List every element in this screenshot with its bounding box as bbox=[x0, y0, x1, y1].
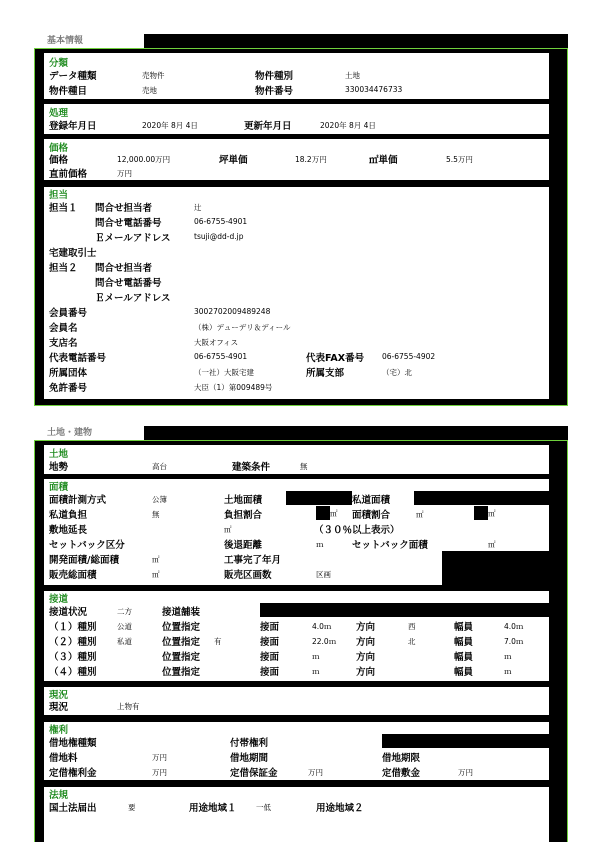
value-org: （一社）大阪宅建 bbox=[194, 368, 254, 377]
label-work-complete: 工事完了年月 bbox=[224, 555, 282, 566]
section-road bbox=[44, 591, 549, 681]
value-road-kind: 私道 bbox=[117, 637, 132, 646]
value-prop-item: 売地 bbox=[142, 86, 157, 95]
label-direction: 方向 bbox=[356, 667, 376, 678]
label-lease-period: 借地期間 bbox=[230, 753, 269, 764]
value-frontage: 4.0ｍ bbox=[312, 622, 332, 631]
label-sqm-price: ㎡単価 bbox=[369, 155, 398, 166]
section-title: 現況 bbox=[49, 690, 69, 701]
unit-sqm: ㎡ bbox=[330, 509, 338, 518]
label-zone1: 用途地域１ bbox=[189, 803, 237, 814]
label-agent1: 担当１ bbox=[49, 203, 78, 214]
value-land-rent: 万円 bbox=[152, 753, 167, 762]
redacted-block bbox=[442, 551, 549, 585]
label-lease-type: 借地権種類 bbox=[49, 738, 97, 749]
redacted-private-road-area bbox=[414, 491, 549, 505]
label-email2: Ｅメールアドレス bbox=[95, 293, 171, 304]
label-road-kind: （４）種別 bbox=[49, 667, 97, 678]
section-title: 法規 bbox=[49, 790, 69, 801]
label-prop-kind: 物件種別 bbox=[255, 71, 294, 82]
value-branch: 大阪オフィス bbox=[194, 338, 239, 347]
section-area bbox=[44, 479, 549, 585]
value-prop-kind: 土地 bbox=[345, 71, 360, 80]
value-designated: 有 bbox=[214, 637, 222, 646]
label-frontage: 接面 bbox=[260, 637, 280, 648]
value-registered: 2020年 8月 4日 bbox=[142, 121, 198, 130]
label-email: Ｅメールアドレス bbox=[95, 233, 171, 244]
label-attached-rights: 付帯権利 bbox=[230, 738, 269, 749]
label-direction: 方向 bbox=[356, 652, 376, 663]
label-branch: 支店名 bbox=[49, 338, 78, 349]
label-org: 所属団体 bbox=[49, 368, 88, 379]
label-tel: 代表電話番号 bbox=[49, 353, 107, 364]
label-notification: 国土法届出 bbox=[49, 803, 97, 814]
value-build-cond: 無 bbox=[300, 462, 308, 471]
label-phone2: 問合せ電話番号 bbox=[95, 278, 162, 289]
value-frontage: ｍ bbox=[312, 652, 320, 661]
section-title: 接道 bbox=[49, 594, 69, 605]
label-org-branch: 所属支部 bbox=[306, 368, 345, 379]
value-frontage: ｍ bbox=[312, 667, 320, 676]
section-kind bbox=[44, 53, 549, 99]
label-updated: 更新年月日 bbox=[244, 121, 292, 132]
value-fixed-fee: 万円 bbox=[152, 768, 167, 777]
label-road-paving: 接道舗装 bbox=[162, 607, 201, 618]
tab-bar bbox=[144, 426, 568, 440]
value-updated: 2020年 8月 4日 bbox=[320, 121, 376, 130]
label-prop-item: 物件種目 bbox=[49, 86, 88, 97]
label-zone2: 用途地域２ bbox=[316, 803, 364, 814]
label-road-width: 幅員 bbox=[454, 637, 474, 648]
label-price: 価格 bbox=[49, 155, 69, 166]
section-agent bbox=[44, 187, 549, 399]
section-land bbox=[44, 445, 549, 474]
value-road-width: 4.0ｍ bbox=[504, 622, 524, 631]
value-tel: 06-6755-4901 bbox=[194, 352, 248, 361]
value-tsubo-price: 18.2万円 bbox=[295, 155, 327, 164]
section-title: 面積 bbox=[49, 482, 69, 493]
label-frontage: 接面 bbox=[260, 622, 280, 633]
label-road-width: 幅員 bbox=[454, 622, 474, 633]
unit-setback-dist: ｍ bbox=[316, 540, 324, 549]
label-burden-ratio: 負担割合 bbox=[224, 510, 263, 521]
section-price bbox=[44, 139, 549, 180]
label-lease-deadline: 借地期限 bbox=[382, 753, 421, 764]
value-org-branch: （宅）北 bbox=[382, 368, 412, 377]
section-title: 価格 bbox=[49, 143, 69, 154]
label-prop-no: 物件番号 bbox=[255, 86, 294, 97]
value-road-status: 二方 bbox=[117, 607, 132, 616]
value-member-no: 3002702009489248 bbox=[194, 307, 271, 316]
section-process bbox=[44, 104, 549, 134]
label-private-burden: 私道負担 bbox=[49, 510, 88, 521]
label-road-width: 幅員 bbox=[454, 652, 474, 663]
label-land-area: 土地面積 bbox=[224, 495, 263, 506]
label-fax: 代表FAX番号 bbox=[306, 353, 365, 364]
label-fixed-fee: 定借権利金 bbox=[49, 768, 97, 779]
label-frontage: 接面 bbox=[260, 667, 280, 678]
label-broker: 宅建取引士 bbox=[49, 248, 97, 259]
label-contact2: 問合せ担当者 bbox=[95, 263, 153, 274]
label-current: 現況 bbox=[49, 702, 69, 713]
section-current bbox=[44, 687, 549, 715]
label-road-kind: （１）種別 bbox=[49, 622, 97, 633]
label-tsubo-price: 坪単価 bbox=[219, 155, 248, 166]
redacted-burden-ratio bbox=[316, 506, 330, 520]
value-prop-no: 330034476733 bbox=[345, 85, 403, 94]
value-direction: 北 bbox=[408, 637, 416, 646]
value-notification: 要 bbox=[128, 803, 136, 812]
value-direction: 西 bbox=[408, 622, 416, 631]
redacted-area-ratio bbox=[474, 506, 488, 520]
label-frontage: 接面 bbox=[260, 652, 280, 663]
value-fixed-charge: 万円 bbox=[458, 768, 473, 777]
label-setback-area: セットバック面積 bbox=[352, 540, 428, 551]
label-designated: 位置指定 bbox=[162, 622, 201, 633]
label-registered: 登録年月日 bbox=[49, 121, 97, 132]
value-private-burden: 無 bbox=[152, 510, 160, 519]
label-agent2: 担当２ bbox=[49, 263, 78, 274]
label-land-rent: 借地料 bbox=[49, 753, 78, 764]
label-prev-price: 直前価格 bbox=[49, 169, 88, 180]
label-extension: 敷地延長 bbox=[49, 525, 88, 536]
value-road-width: ｍ bbox=[504, 667, 512, 676]
label-phone: 問合せ電話番号 bbox=[95, 218, 162, 229]
value-data-type: 売物件 bbox=[142, 71, 165, 80]
label-fixed-charge: 定借敷金 bbox=[382, 768, 421, 779]
value-current: 上物有 bbox=[117, 702, 140, 711]
tab-land-building[interactable]: 土地・建物 bbox=[34, 426, 144, 440]
value-sqm-price: 5.5万円 bbox=[446, 155, 473, 164]
redacted-attached-rights bbox=[382, 734, 549, 748]
label-road-kind: （３）種別 bbox=[49, 652, 97, 663]
value-phone: 06-6755-4901 bbox=[194, 217, 248, 226]
unit-lots: 区画 bbox=[316, 570, 331, 579]
value-zone1: 一低 bbox=[256, 803, 271, 812]
label-dev-area: 開発面積/総面積 bbox=[49, 555, 119, 566]
value-license: 大臣（1）第009489号 bbox=[194, 383, 273, 392]
value-measure: 公簿 bbox=[152, 495, 167, 504]
value-road-width: ｍ bbox=[504, 652, 512, 661]
label-member-no: 会員番号 bbox=[49, 308, 88, 319]
unit-extension: ㎡ bbox=[224, 525, 232, 534]
value-email: tsuji@dd-d.jp bbox=[194, 232, 244, 241]
label-setback-dist: 後退距離 bbox=[224, 540, 263, 551]
unit-sqm: ㎡ bbox=[488, 509, 496, 518]
value-deposit: 万円 bbox=[308, 768, 323, 777]
section-title: 処理 bbox=[49, 108, 69, 119]
label-road-width: 幅員 bbox=[454, 667, 474, 678]
label-area-ratio: 面積割合 bbox=[352, 510, 391, 521]
section-title: 担当 bbox=[49, 190, 69, 201]
label-deposit: 定借保証金 bbox=[230, 768, 278, 779]
section-title: 権利 bbox=[49, 725, 69, 736]
label-direction: 方向 bbox=[356, 622, 376, 633]
land-building-panel bbox=[34, 440, 568, 842]
label-build-cond: 建築条件 bbox=[232, 462, 271, 473]
label-sales-total: 販売総面積 bbox=[49, 570, 97, 581]
section-law bbox=[44, 787, 549, 843]
label-contact: 問合せ担当者 bbox=[95, 203, 153, 214]
redacted-road-paving bbox=[260, 603, 549, 617]
label-license: 免許番号 bbox=[49, 383, 88, 394]
value-road-kind: 公道 bbox=[117, 622, 132, 631]
basic-info-panel bbox=[34, 48, 568, 406]
tab-bar bbox=[144, 34, 568, 48]
redacted-land-area bbox=[286, 491, 352, 505]
value-fax: 06-6755-4902 bbox=[382, 352, 436, 361]
note-30-percent: （３０％以上表示） bbox=[314, 525, 400, 536]
unit-setback-area: ㎡ bbox=[488, 540, 496, 549]
value-frontage: 22.0ｍ bbox=[312, 637, 337, 646]
label-direction: 方向 bbox=[356, 637, 376, 648]
label-road-status: 接道状況 bbox=[49, 607, 88, 618]
section-title: 土地 bbox=[49, 449, 69, 460]
label-member-name: 会員名 bbox=[49, 323, 78, 334]
label-terrain: 地勢 bbox=[49, 462, 69, 473]
unit-area-ratio: ㎡ bbox=[416, 510, 424, 519]
label-designated: 位置指定 bbox=[162, 637, 201, 648]
section-title: 分類 bbox=[49, 58, 69, 69]
value-contact: 辻 bbox=[194, 203, 202, 212]
label-setback: セットバック区分 bbox=[49, 540, 125, 551]
section-rights bbox=[44, 722, 549, 780]
value-terrain: 高台 bbox=[152, 462, 167, 471]
label-measure: 面積計測方式 bbox=[49, 495, 107, 506]
label-private-road-area: 私道面積 bbox=[352, 495, 391, 506]
unit-sales-total: ㎡ bbox=[152, 570, 160, 579]
value-member-name: （株）デューデリ＆ディール bbox=[194, 323, 291, 332]
label-data-type: データ種類 bbox=[49, 71, 97, 82]
label-lots: 販売区画数 bbox=[224, 570, 272, 581]
value-road-width: 7.0ｍ bbox=[504, 637, 524, 646]
value-prev-price: 万円 bbox=[117, 169, 132, 178]
label-designated: 位置指定 bbox=[162, 667, 201, 678]
label-road-kind: （２）種別 bbox=[49, 637, 97, 648]
tab-basic-info[interactable]: 基本情報 bbox=[34, 34, 144, 48]
value-price: 12,000.00万円 bbox=[117, 155, 171, 164]
unit-dev-area: ㎡ bbox=[152, 555, 160, 564]
label-designated: 位置指定 bbox=[162, 652, 201, 663]
